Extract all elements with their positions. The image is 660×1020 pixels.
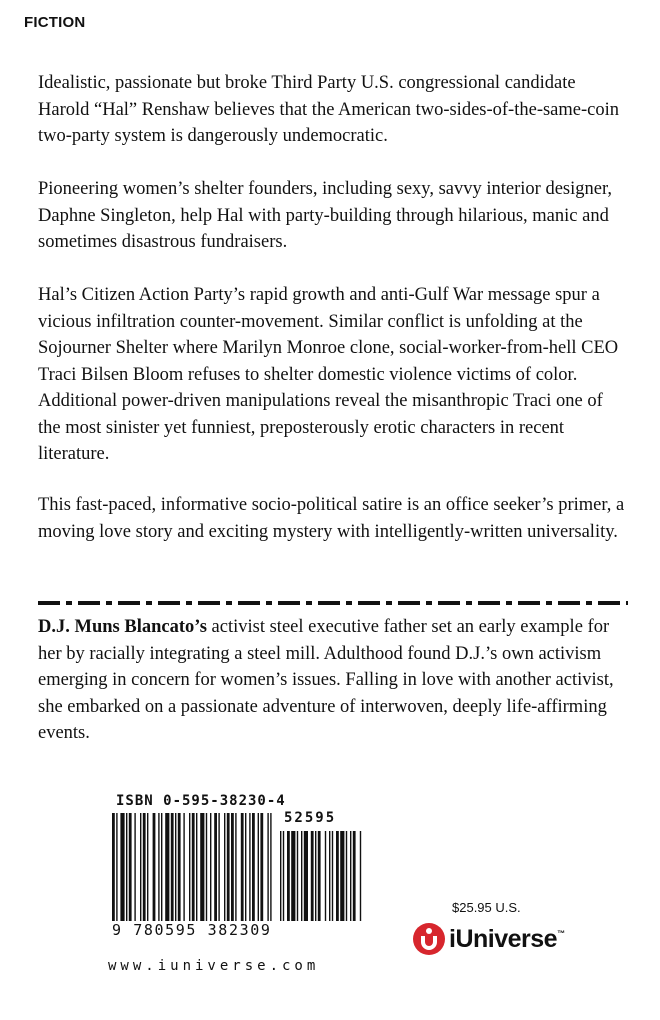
barcode-bar — [158, 813, 159, 921]
author-bio — [38, 614, 628, 747]
barcode-bar — [260, 813, 263, 921]
addon-bar — [280, 831, 281, 921]
addon-bar — [346, 831, 347, 921]
barcode-bar — [126, 813, 127, 921]
isbn-barcode — [112, 793, 362, 943]
barcode-bar — [214, 813, 217, 921]
barcode-bar — [231, 813, 234, 921]
addon-bar — [291, 831, 295, 921]
addon-bar — [297, 831, 298, 921]
barcode-bar — [200, 813, 204, 921]
addon-bar — [325, 831, 326, 921]
barcode-bar — [178, 813, 181, 921]
barcode-bar — [112, 813, 115, 921]
barcode-bar — [241, 813, 244, 921]
barcode-bar — [245, 813, 246, 921]
addon-bar — [350, 831, 351, 921]
barcode-bar — [143, 813, 146, 921]
author-bio-text: activist steel executive father set an early example for her by racially integrating a steel mill. Adulthood found D.J.’s own activism emerging in concern for women’s issues. Falling in love with another activist, she embarked on a passionate adventure of interwoven, deeply life-affirming events. — [38, 617, 614, 743]
barcode-bar — [252, 813, 255, 921]
dash-dot-divider — [38, 600, 628, 606]
barcode-bar — [171, 813, 174, 921]
blurb-paragraph-4: This fast-paced, informative socio-political satire is an office seeker’s primer, a moving love story and exciting mystery with intelligently-written universality. — [38, 495, 625, 542]
addon-bar — [287, 831, 290, 921]
barcode-bar — [192, 813, 195, 921]
addon-bar — [311, 831, 314, 921]
barcode-bar — [165, 813, 169, 921]
isbn-number: ISBN 0-595-38230-4 — [116, 793, 286, 809]
publisher-name: iUniverse™ — [449, 924, 565, 953]
addon-bar — [336, 831, 339, 921]
barcode-bar — [227, 813, 230, 921]
blurb-paragraph-2: Pioneering women’s shelter founders, including sexy, savvy interior designer, Daphne Singleton, help Hal with party-building through hilarious, manic and sometimes disastrous fundraisers. — [38, 179, 613, 252]
addon-bar — [283, 831, 284, 921]
addon-bar — [360, 831, 361, 921]
barcode-bar — [270, 813, 271, 921]
blurb-paragraph-1: Idealistic, passionate but broke Third Party U.S. congressional candidate Harold “Hal” Renshaw believes that the American two-sides-of-the-same-coin two-party system is dangerously undemocratic. — [38, 73, 619, 146]
barcode-bar — [140, 813, 141, 921]
iuniverse-logo-icon — [412, 922, 446, 956]
blurb-paragraph-3: Hal’s Citizen Action Party’s rapid growth and anti-Gulf War message spur a vicious infiltration counter-movement. Similar conflict is unfolding at the Sojourner Shelter where Marilyn Monroe clone, social-worker-from-hell CEO Traci Bilsen Bloom refuses to shelter domestic violence victims of color. Additional power-driven manipulations reveal the misanthropic Traci one of the most sinister yet funniest, preposterously erotic characters in recent literature. — [38, 285, 619, 464]
barcode-bar — [218, 813, 219, 921]
barcode-bar — [235, 813, 236, 921]
barcode-bar — [134, 813, 135, 921]
barcode-bar — [153, 813, 156, 921]
author-name: D.J. Muns Blancato’s — [38, 617, 207, 637]
barcode-bar — [147, 813, 148, 921]
publisher-logo — [412, 922, 565, 956]
barcode-bar — [129, 813, 132, 921]
barcode-bar — [196, 813, 197, 921]
genre-label: FICTION — [24, 14, 86, 31]
publisher-website: www.iuniverse.com — [108, 958, 320, 974]
price-code: 52595 — [284, 810, 337, 826]
barcode-bar — [161, 813, 162, 921]
addon-bar — [353, 831, 356, 921]
barcode-bar — [189, 813, 190, 921]
addon-bar — [304, 831, 308, 921]
barcode-bar — [210, 813, 211, 921]
barcode-bar — [224, 813, 225, 921]
barcode-bar — [116, 813, 117, 921]
addon-bar — [340, 831, 344, 921]
barcode-bar — [249, 813, 250, 921]
addon-bar — [332, 831, 333, 921]
addon-bar — [315, 831, 316, 921]
addon-bar — [318, 831, 321, 921]
addon-bar — [301, 831, 302, 921]
book-price: $25.95 U.S. — [452, 900, 521, 915]
barcode-bar — [258, 813, 259, 921]
addon-bar — [329, 831, 330, 921]
barcode-bar — [183, 813, 184, 921]
barcode-bar — [120, 813, 124, 921]
barcode-bar — [267, 813, 268, 921]
barcode-bars — [112, 813, 362, 925]
barcode-bar — [206, 813, 207, 921]
barcode-bar — [175, 813, 176, 921]
ean-digits: 9 780595 382309 — [112, 921, 272, 939]
